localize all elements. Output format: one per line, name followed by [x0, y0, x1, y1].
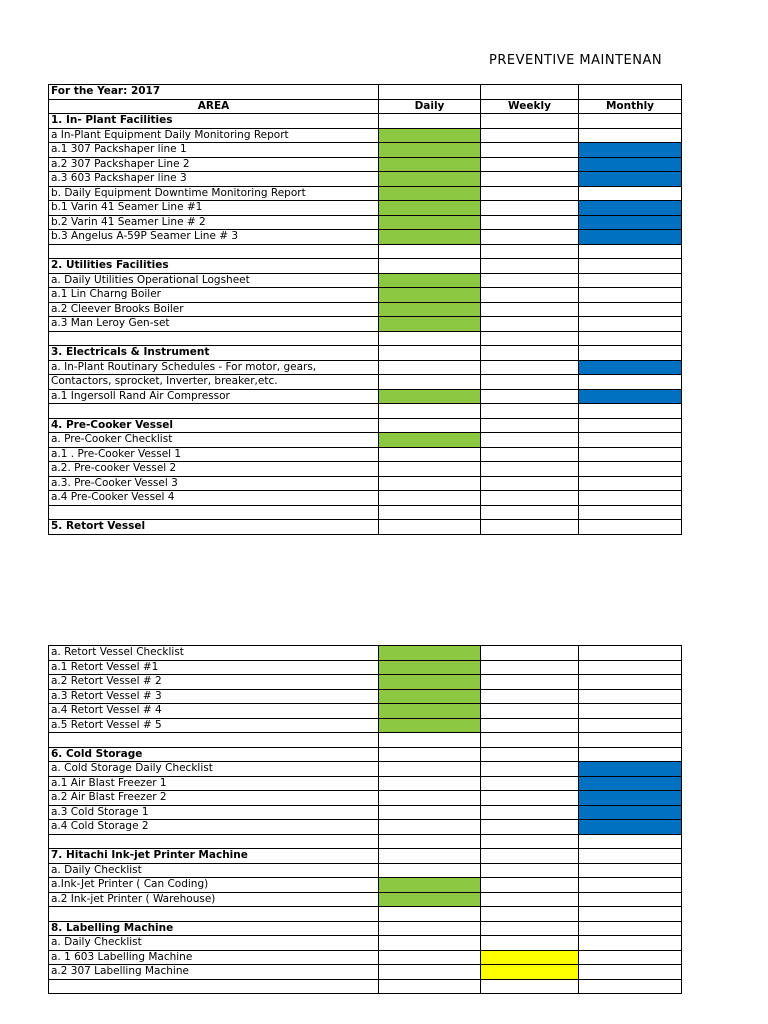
table-row	[49, 979, 682, 994]
area-cell: a.Ink-Jet Printer ( Can Coding)	[49, 878, 379, 893]
table-row	[49, 762, 682, 777]
table-row	[49, 186, 682, 201]
monthly-cell	[579, 718, 682, 733]
area-cell: a. Daily Checklist	[49, 936, 379, 951]
monthly-cell	[579, 892, 682, 907]
table-row	[49, 805, 682, 820]
daily-cell	[379, 762, 481, 777]
area-cell	[49, 244, 379, 259]
area-cell: a. Retort Vessel Checklist	[49, 646, 379, 661]
table-row	[49, 404, 682, 419]
daily-cell	[379, 892, 481, 907]
daily-cell	[379, 259, 481, 274]
weekly-cell	[481, 360, 579, 375]
daily-cell	[379, 186, 481, 201]
table-row	[49, 675, 682, 690]
monthly-cell	[579, 660, 682, 675]
area-cell: a.3 603 Packshaper line 3	[49, 172, 379, 187]
table-row	[49, 215, 682, 230]
area-cell: 1. In- Plant Facilities	[49, 114, 379, 129]
weekly-cell	[481, 834, 579, 849]
table-row	[49, 907, 682, 922]
table-row	[49, 733, 682, 748]
area-cell: a.2 Air Blast Freezer 2	[49, 791, 379, 806]
weekly-cell	[481, 418, 579, 433]
weekly-cell	[481, 331, 579, 346]
monthly-cell	[579, 128, 682, 143]
daily-cell	[379, 230, 481, 245]
monthly-cell	[579, 201, 682, 216]
area-cell: a.5 Retort Vessel # 5	[49, 718, 379, 733]
area-cell: a.4 Retort Vessel # 4	[49, 704, 379, 719]
area-cell: a. Daily Checklist	[49, 863, 379, 878]
area-cell	[49, 505, 379, 520]
daily-cell	[379, 433, 481, 448]
weekly-cell	[481, 733, 579, 748]
monthly-cell	[579, 878, 682, 893]
weekly-cell	[481, 979, 579, 994]
monthly-cell	[579, 979, 682, 994]
daily-cell	[379, 921, 481, 936]
weekly-cell	[481, 747, 579, 762]
daily-cell	[379, 462, 481, 477]
daily-cell	[379, 288, 481, 303]
monthly-cell	[579, 476, 682, 491]
weekly-cell	[481, 404, 579, 419]
daily-cell	[379, 907, 481, 922]
table-row	[49, 157, 682, 172]
table-row	[49, 346, 682, 361]
daily-cell	[379, 302, 481, 317]
weekly-cell	[481, 317, 579, 332]
daily-cell: Daily	[379, 99, 481, 114]
table-row	[49, 476, 682, 491]
area-cell	[49, 404, 379, 419]
table-row	[49, 259, 682, 274]
table-row	[49, 936, 682, 951]
daily-cell	[379, 201, 481, 216]
weekly-cell	[481, 878, 579, 893]
area-cell	[49, 979, 379, 994]
daily-cell	[379, 114, 481, 129]
monthly-cell	[579, 346, 682, 361]
daily-cell	[379, 849, 481, 864]
area-cell	[49, 331, 379, 346]
daily-cell	[379, 317, 481, 332]
weekly-cell	[481, 892, 579, 907]
area-cell: 7. Hitachi Ink-jet Printer Machine	[49, 849, 379, 864]
monthly-cell	[579, 259, 682, 274]
area-cell: 3. Electricals & Instrument	[49, 346, 379, 361]
monthly-cell	[579, 302, 682, 317]
weekly-cell	[481, 791, 579, 806]
area-cell: 4. Pre-Cooker Vessel	[49, 418, 379, 433]
area-cell: a.1 307 Packshaper line 1	[49, 143, 379, 158]
monthly-cell	[579, 389, 682, 404]
monthly-cell	[579, 834, 682, 849]
daily-cell	[379, 273, 481, 288]
weekly-cell	[481, 776, 579, 791]
monthly-cell: Monthly	[579, 99, 682, 114]
table-row	[49, 921, 682, 936]
weekly-cell	[481, 462, 579, 477]
monthly-cell	[579, 936, 682, 951]
daily-cell	[379, 375, 481, 390]
table-row	[49, 505, 682, 520]
table-row	[49, 201, 682, 216]
weekly-cell	[481, 244, 579, 259]
daily-cell	[379, 820, 481, 835]
weekly-cell	[481, 375, 579, 390]
maintenance-table-lower	[48, 645, 682, 994]
daily-cell	[379, 834, 481, 849]
daily-cell	[379, 689, 481, 704]
monthly-cell	[579, 863, 682, 878]
monthly-cell	[579, 965, 682, 980]
weekly-cell	[481, 302, 579, 317]
daily-cell	[379, 360, 481, 375]
monthly-cell	[579, 375, 682, 390]
monthly-cell	[579, 491, 682, 506]
weekly-cell	[481, 950, 579, 965]
daily-cell	[379, 747, 481, 762]
monthly-cell	[579, 689, 682, 704]
daily-cell	[379, 476, 481, 491]
table-row	[49, 360, 682, 375]
monthly-cell	[579, 520, 682, 535]
monthly-cell	[579, 288, 682, 303]
daily-cell	[379, 718, 481, 733]
area-cell: a.1 Air Blast Freezer 1	[49, 776, 379, 791]
daily-cell	[379, 805, 481, 820]
weekly-cell	[481, 491, 579, 506]
weekly-cell	[481, 820, 579, 835]
weekly-cell	[481, 505, 579, 520]
area-cell: 6. Cold Storage	[49, 747, 379, 762]
monthly-cell	[579, 244, 682, 259]
table-row	[49, 433, 682, 448]
area-cell: 8. Labelling Machine	[49, 921, 379, 936]
area-cell: a. Cold Storage Daily Checklist	[49, 762, 379, 777]
daily-cell	[379, 878, 481, 893]
weekly-cell	[481, 476, 579, 491]
weekly-cell	[481, 288, 579, 303]
page-title: PREVENTIVE MAINTENAN	[489, 53, 663, 68]
table-row	[49, 172, 682, 187]
area-cell: a. 1 603 Labelling Machine	[49, 950, 379, 965]
monthly-cell	[579, 143, 682, 158]
daily-cell	[379, 331, 481, 346]
area-cell: a.2 Retort Vessel # 2	[49, 675, 379, 690]
monthly-cell	[579, 404, 682, 419]
monthly-cell	[579, 921, 682, 936]
daily-cell	[379, 157, 481, 172]
weekly-cell	[481, 936, 579, 951]
table-row	[49, 849, 682, 864]
table-row	[49, 143, 682, 158]
monthly-cell	[579, 733, 682, 748]
weekly-cell	[481, 172, 579, 187]
weekly-cell	[481, 921, 579, 936]
area-cell: a.3 Retort Vessel # 3	[49, 689, 379, 704]
monthly-cell	[579, 273, 682, 288]
monthly-cell	[579, 462, 682, 477]
table-row	[49, 791, 682, 806]
table-row	[49, 834, 682, 849]
daily-cell	[379, 404, 481, 419]
monthly-cell	[579, 447, 682, 462]
area-cell: Contactors, sprocket, Inverter, breaker,etc.	[49, 375, 379, 390]
table-row	[49, 462, 682, 477]
daily-cell	[379, 447, 481, 462]
daily-cell	[379, 660, 481, 675]
table-row	[49, 273, 682, 288]
area-cell: AREA	[49, 99, 379, 114]
monthly-cell	[579, 820, 682, 835]
maintenance-table-upper	[48, 84, 682, 535]
area-cell: b.3 Angelus A-59P Seamer Line # 3	[49, 230, 379, 245]
daily-cell	[379, 791, 481, 806]
table-row	[49, 418, 682, 433]
weekly-cell	[481, 114, 579, 129]
weekly-cell	[481, 965, 579, 980]
area-cell: a.2 307 Packshaper Line 2	[49, 157, 379, 172]
monthly-cell	[579, 230, 682, 245]
weekly-cell	[481, 346, 579, 361]
area-cell: a In-Plant Equipment Daily Monitoring Report	[49, 128, 379, 143]
daily-cell	[379, 675, 481, 690]
table-row	[49, 331, 682, 346]
area-cell: a.2. Pre-cooker Vessel 2	[49, 462, 379, 477]
area-cell	[49, 834, 379, 849]
monthly-cell	[579, 646, 682, 661]
area-cell: a.2 Cleever Brooks Boiler	[49, 302, 379, 317]
monthly-cell	[579, 85, 682, 100]
area-cell: b. Daily Equipment Downtime Monitoring Report	[49, 186, 379, 201]
monthly-cell	[579, 776, 682, 791]
table-row	[49, 950, 682, 965]
weekly-cell	[481, 433, 579, 448]
table-row	[49, 85, 682, 100]
daily-cell	[379, 776, 481, 791]
daily-cell	[379, 172, 481, 187]
area-cell: a. In-Plant Routinary Schedules - For motor, gears,	[49, 360, 379, 375]
area-cell: a.1 Retort Vessel #1	[49, 660, 379, 675]
monthly-cell	[579, 114, 682, 129]
daily-cell	[379, 965, 481, 980]
monthly-cell	[579, 762, 682, 777]
table-row	[49, 230, 682, 245]
area-cell: a.4 Cold Storage 2	[49, 820, 379, 835]
monthly-cell	[579, 950, 682, 965]
weekly-cell	[481, 201, 579, 216]
area-cell: a.4 Pre-Cooker Vessel 4	[49, 491, 379, 506]
table-row	[49, 99, 682, 114]
weekly-cell	[481, 230, 579, 245]
daily-cell	[379, 128, 481, 143]
daily-cell	[379, 389, 481, 404]
daily-cell	[379, 979, 481, 994]
table-row	[49, 820, 682, 835]
monthly-cell	[579, 172, 682, 187]
table-row	[49, 520, 682, 535]
table-row	[49, 114, 682, 129]
table-row	[49, 389, 682, 404]
monthly-cell	[579, 186, 682, 201]
area-cell: 5. Retort Vessel	[49, 520, 379, 535]
monthly-cell	[579, 157, 682, 172]
daily-cell	[379, 505, 481, 520]
weekly-cell	[481, 85, 579, 100]
monthly-cell	[579, 849, 682, 864]
weekly-cell	[481, 675, 579, 690]
table-row	[49, 776, 682, 791]
daily-cell	[379, 936, 481, 951]
monthly-cell	[579, 317, 682, 332]
monthly-cell	[579, 791, 682, 806]
daily-cell	[379, 520, 481, 535]
table-row	[49, 660, 682, 675]
area-cell: a.2 307 Labelling Machine	[49, 965, 379, 980]
monthly-cell	[579, 675, 682, 690]
weekly-cell	[481, 447, 579, 462]
weekly-cell	[481, 660, 579, 675]
weekly-cell	[481, 215, 579, 230]
table-row	[49, 646, 682, 661]
weekly-cell	[481, 646, 579, 661]
area-cell: a.2 Ink-jet Printer ( Warehouse)	[49, 892, 379, 907]
area-cell: a.1 . Pre-Cooker Vessel 1	[49, 447, 379, 462]
weekly-cell	[481, 704, 579, 719]
weekly-cell	[481, 128, 579, 143]
area-cell: 2. Utilities Facilities	[49, 259, 379, 274]
weekly-cell: Weekly	[481, 99, 579, 114]
monthly-cell	[579, 433, 682, 448]
weekly-cell	[481, 689, 579, 704]
weekly-cell	[481, 907, 579, 922]
monthly-cell	[579, 331, 682, 346]
area-cell: a.3. Pre-Cooker Vessel 3	[49, 476, 379, 491]
table-row	[49, 965, 682, 980]
area-cell: b.1 Varin 41 Seamer Line #1	[49, 201, 379, 216]
weekly-cell	[481, 389, 579, 404]
monthly-cell	[579, 805, 682, 820]
monthly-cell	[579, 418, 682, 433]
area-cell: a. Daily Utilities Operational Logsheet	[49, 273, 379, 288]
area-cell: a.3 Cold Storage 1	[49, 805, 379, 820]
weekly-cell	[481, 143, 579, 158]
monthly-cell	[579, 907, 682, 922]
daily-cell	[379, 215, 481, 230]
weekly-cell	[481, 520, 579, 535]
table-row	[49, 375, 682, 390]
table-row	[49, 878, 682, 893]
area-cell	[49, 907, 379, 922]
weekly-cell	[481, 762, 579, 777]
area-cell: a.1 Lin Charng Boiler	[49, 288, 379, 303]
daily-cell	[379, 346, 481, 361]
table-row	[49, 491, 682, 506]
daily-cell	[379, 950, 481, 965]
monthly-cell	[579, 215, 682, 230]
table-row	[49, 747, 682, 762]
area-cell: a.1 Ingersoll Rand Air Compressor	[49, 389, 379, 404]
daily-cell	[379, 733, 481, 748]
weekly-cell	[481, 718, 579, 733]
weekly-cell	[481, 157, 579, 172]
monthly-cell	[579, 704, 682, 719]
table-row	[49, 689, 682, 704]
daily-cell	[379, 418, 481, 433]
area-cell: For the Year: 2017	[49, 85, 379, 100]
daily-cell	[379, 704, 481, 719]
area-cell: a. Pre-Cooker Checklist	[49, 433, 379, 448]
daily-cell	[379, 646, 481, 661]
table-row	[49, 317, 682, 332]
weekly-cell	[481, 259, 579, 274]
daily-cell	[379, 85, 481, 100]
weekly-cell	[481, 805, 579, 820]
weekly-cell	[481, 849, 579, 864]
table-row	[49, 128, 682, 143]
table-row	[49, 704, 682, 719]
daily-cell	[379, 863, 481, 878]
weekly-cell	[481, 186, 579, 201]
monthly-cell	[579, 360, 682, 375]
weekly-cell	[481, 273, 579, 288]
daily-cell	[379, 244, 481, 259]
table-row	[49, 892, 682, 907]
area-cell	[49, 733, 379, 748]
table-row	[49, 447, 682, 462]
table-row	[49, 288, 682, 303]
table-row	[49, 244, 682, 259]
area-cell: b.2 Varin 41 Seamer Line # 2	[49, 215, 379, 230]
daily-cell	[379, 143, 481, 158]
table-row	[49, 863, 682, 878]
area-cell: a.3 Man Leroy Gen-set	[49, 317, 379, 332]
weekly-cell	[481, 863, 579, 878]
table-row	[49, 302, 682, 317]
daily-cell	[379, 491, 481, 506]
monthly-cell	[579, 747, 682, 762]
monthly-cell	[579, 505, 682, 520]
table-row	[49, 718, 682, 733]
